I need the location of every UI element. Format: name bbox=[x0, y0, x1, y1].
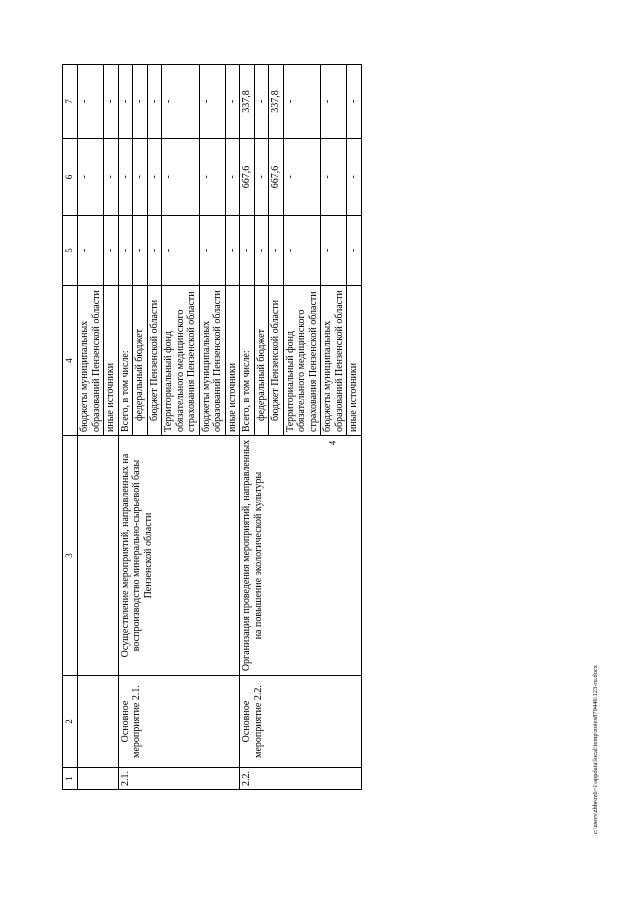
source-cell: бюджет Пензенской области bbox=[269, 286, 284, 436]
value-cell: - bbox=[199, 139, 225, 216]
value-cell: - bbox=[133, 139, 148, 216]
value-cell: - bbox=[118, 139, 133, 216]
col-header-7: 7 bbox=[63, 65, 78, 139]
source-cell: федеральный бюджет bbox=[133, 286, 148, 436]
col-header-2: 2 bbox=[63, 676, 78, 768]
page-number: 4 bbox=[327, 440, 338, 446]
activity-description: Организация проведения мероприятий, направленных на повышение экологической культуры bbox=[240, 436, 362, 676]
source-cell: бюджет Пензенской области bbox=[147, 286, 162, 436]
value-cell: - bbox=[240, 216, 255, 286]
funding-table-rotated bbox=[62, 65, 560, 790]
source-cell: Территориальный фонд обязательного медицинского страхования Пензенской области bbox=[283, 286, 321, 436]
activity-description: Осуществление мероприятий, направленных на воспроизводство минерально-сырьевой базы Пензенской области bbox=[118, 436, 240, 676]
value-cell: - bbox=[269, 216, 284, 286]
header-row bbox=[63, 65, 78, 790]
source-cell: Всего, в том числе: bbox=[118, 286, 133, 436]
value-cell: - bbox=[321, 65, 347, 139]
table-row bbox=[118, 65, 133, 790]
col-header-1: 1 bbox=[63, 768, 78, 790]
row-number: 2.1. bbox=[118, 768, 240, 790]
activity-name: Основное мероприятие 2.2. bbox=[240, 676, 362, 768]
value-cell: - bbox=[347, 139, 362, 216]
source-cell: Территориальный фонд обязательного медицинского страхования Пензенской области bbox=[162, 286, 200, 436]
value-cell: - bbox=[225, 139, 240, 216]
value-cell: - bbox=[118, 216, 133, 286]
file-path-footer: c:\users\zhbroz6~1\appdata\local\temp\notes879446\123-ru.docx bbox=[592, 664, 599, 834]
value-cell: - bbox=[283, 65, 321, 139]
value-cell: - bbox=[347, 65, 362, 139]
value-cell: - bbox=[147, 65, 162, 139]
activity-name: Основное мероприятие 2.1. bbox=[118, 676, 240, 768]
source-cell: Всего, в том числе: bbox=[240, 286, 255, 436]
source-cell: бюджеты муниципальных образований Пензенской области bbox=[199, 286, 225, 436]
value-cell: - bbox=[225, 65, 240, 139]
value-cell: - bbox=[254, 139, 269, 216]
source-cell: иные источники bbox=[104, 286, 119, 436]
col-header-5: 5 bbox=[63, 216, 78, 286]
value-cell: - bbox=[283, 216, 321, 286]
value-cell: 667,6 bbox=[269, 139, 284, 216]
funding-table bbox=[62, 64, 362, 790]
col-header-3: 3 bbox=[63, 436, 78, 676]
value-cell: - bbox=[133, 65, 148, 139]
value-cell: - bbox=[162, 216, 200, 286]
value-cell: - bbox=[78, 216, 104, 286]
value-cell: - bbox=[254, 65, 269, 139]
source-cell: иные источники bbox=[225, 286, 240, 436]
source-cell: федеральный бюджет bbox=[254, 286, 269, 436]
value-cell: 667,6 bbox=[240, 139, 255, 216]
value-cell: 337,8 bbox=[240, 65, 255, 139]
col-header-4: 4 bbox=[63, 286, 78, 436]
value-cell: - bbox=[321, 139, 347, 216]
value-cell: - bbox=[162, 65, 200, 139]
value-cell: - bbox=[347, 216, 362, 286]
value-cell: - bbox=[147, 216, 162, 286]
source-cell: бюджеты муниципальных образований Пензенской области bbox=[321, 286, 347, 436]
value-cell: - bbox=[78, 65, 104, 139]
value-cell: - bbox=[283, 139, 321, 216]
table-row bbox=[78, 65, 104, 790]
value-cell: - bbox=[133, 216, 148, 286]
value-cell: - bbox=[321, 216, 347, 286]
col-header-6: 6 bbox=[63, 139, 78, 216]
source-cell: бюджеты муниципальных образований Пензенской области bbox=[78, 286, 104, 436]
value-cell: - bbox=[104, 216, 119, 286]
source-cell: иные источники bbox=[347, 286, 362, 436]
table-row bbox=[240, 65, 255, 790]
value-cell: - bbox=[199, 65, 225, 139]
value-cell: - bbox=[199, 216, 225, 286]
value-cell: - bbox=[162, 139, 200, 216]
value-cell: - bbox=[254, 216, 269, 286]
value-cell: - bbox=[104, 139, 119, 216]
value-cell: - bbox=[118, 65, 133, 139]
value-cell: - bbox=[147, 139, 162, 216]
value-cell: 337,8 bbox=[269, 65, 284, 139]
value-cell: - bbox=[78, 139, 104, 216]
row-number: 2.2. bbox=[240, 768, 362, 790]
value-cell: - bbox=[225, 216, 240, 286]
value-cell: - bbox=[104, 65, 119, 139]
